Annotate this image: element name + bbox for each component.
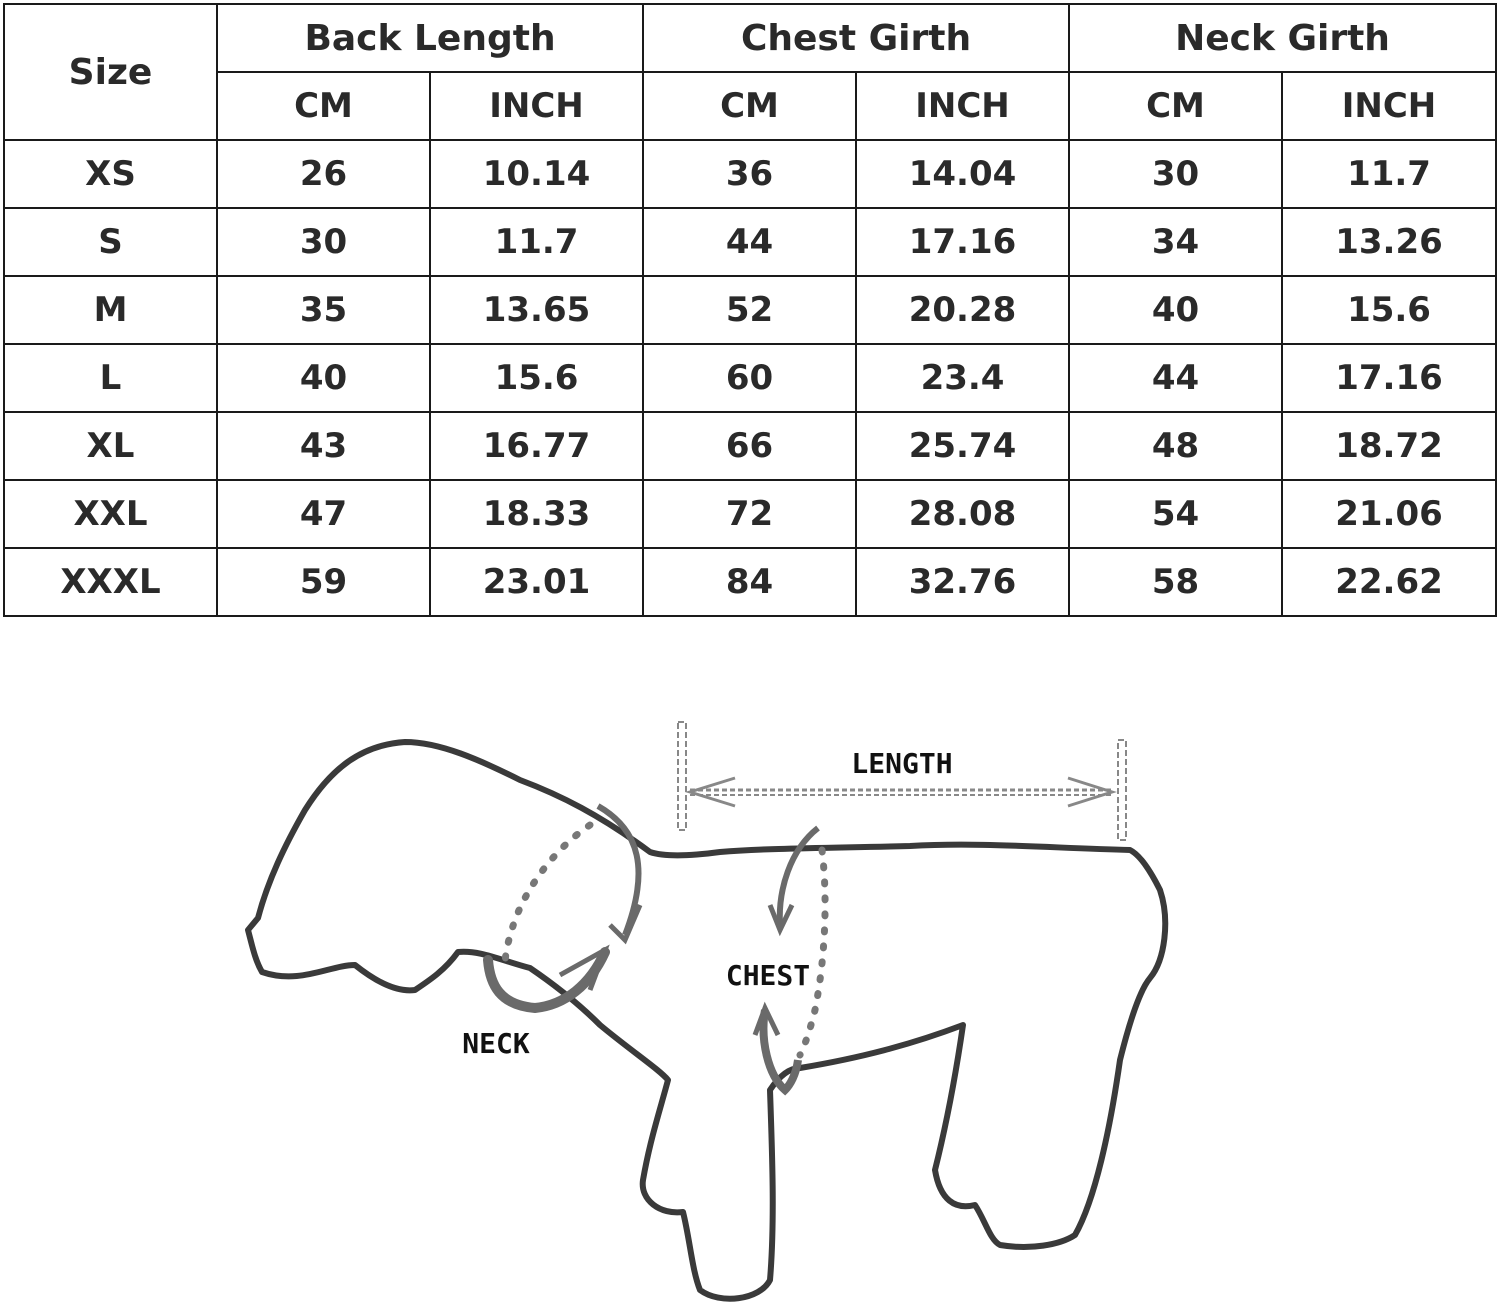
- unit-header: INCH: [430, 72, 643, 140]
- measurement-cell: 21.06: [1282, 480, 1496, 548]
- unit-header: CM: [643, 72, 856, 140]
- measurement-cell: 25.74: [856, 412, 1069, 480]
- measurement-cell: 10.14: [430, 140, 643, 208]
- size-cell: XXL: [4, 480, 217, 548]
- size-header: Size: [4, 4, 217, 140]
- measurement-cell: 60: [643, 344, 856, 412]
- size-cell: XS: [4, 140, 217, 208]
- measurement-cell: 36: [643, 140, 856, 208]
- length-measure-guide: [678, 722, 1126, 840]
- measurement-cell: 34: [1069, 208, 1282, 276]
- measurement-cell: 23.01: [430, 548, 643, 616]
- measurement-cell: 40: [217, 344, 430, 412]
- measurement-cell: 13.65: [430, 276, 643, 344]
- measurement-cell: 15.6: [430, 344, 643, 412]
- measurement-cell: 30: [1069, 140, 1282, 208]
- measurement-cell: 20.28: [856, 276, 1069, 344]
- measurement-cell: 52: [643, 276, 856, 344]
- measurement-cell: 48: [1069, 412, 1282, 480]
- chest-girth-header: Chest Girth: [643, 4, 1069, 72]
- measurement-cell: 18.72: [1282, 412, 1496, 480]
- measurement-cell: 59: [217, 548, 430, 616]
- measurement-cell: 40: [1069, 276, 1282, 344]
- measurement-cell: 43: [217, 412, 430, 480]
- neck-girth-header: Neck Girth: [1069, 4, 1496, 72]
- unit-header: CM: [1069, 72, 1282, 140]
- measurement-cell: 16.77: [430, 412, 643, 480]
- measurement-cell: 44: [643, 208, 856, 276]
- measurement-cell: 15.6: [1282, 276, 1496, 344]
- measurement-cell: 30: [217, 208, 430, 276]
- measurement-cell: 11.7: [430, 208, 643, 276]
- measurement-cell: 28.08: [856, 480, 1069, 548]
- neck-measure-guide: [488, 806, 640, 1008]
- measurement-cell: 72: [643, 480, 856, 548]
- table-row: [4, 344, 1496, 412]
- measurement-cell: 26: [217, 140, 430, 208]
- measurement-cell: 44: [1069, 344, 1282, 412]
- dog-outline: [248, 742, 1165, 1299]
- table-row: [4, 548, 1496, 616]
- measurement-cell: 22.62: [1282, 548, 1496, 616]
- group-header-row: [4, 4, 1496, 72]
- measurement-cell: 11.7: [1282, 140, 1496, 208]
- dog-measurement-diagram: [0, 640, 1500, 1312]
- length-label: LENGTH: [851, 747, 953, 780]
- back-length-header: Back Length: [217, 4, 643, 72]
- chest-label: CHEST: [725, 959, 811, 992]
- measurement-cell: 84: [643, 548, 856, 616]
- neck-label: NECK: [462, 1027, 530, 1060]
- table-row: [4, 276, 1496, 344]
- measurement-cell: 18.33: [430, 480, 643, 548]
- size-chart-table: [3, 3, 1497, 617]
- table-row: [4, 208, 1496, 276]
- measurement-cell: 17.16: [1282, 344, 1496, 412]
- unit-header: INCH: [1282, 72, 1496, 140]
- table-row: [4, 480, 1496, 548]
- unit-header-row: [4, 72, 1496, 140]
- unit-header: CM: [217, 72, 430, 140]
- table-row: [4, 140, 1496, 208]
- size-cell: L: [4, 344, 217, 412]
- measurement-cell: 14.04: [856, 140, 1069, 208]
- measurement-cell: 32.76: [856, 548, 1069, 616]
- measurement-cell: 58: [1069, 548, 1282, 616]
- measurement-cell: 13.26: [1282, 208, 1496, 276]
- size-cell: XL: [4, 412, 217, 480]
- measurement-cell: 35: [217, 276, 430, 344]
- measurement-cell: 54: [1069, 480, 1282, 548]
- measurement-cell: 66: [643, 412, 856, 480]
- size-cell: M: [4, 276, 217, 344]
- size-cell: S: [4, 208, 217, 276]
- size-cell: XXXL: [4, 548, 217, 616]
- unit-header: INCH: [856, 72, 1069, 140]
- measurement-cell: 17.16: [856, 208, 1069, 276]
- measurement-cell: 23.4: [856, 344, 1069, 412]
- measurement-cell: 47: [217, 480, 430, 548]
- table-row: [4, 412, 1496, 480]
